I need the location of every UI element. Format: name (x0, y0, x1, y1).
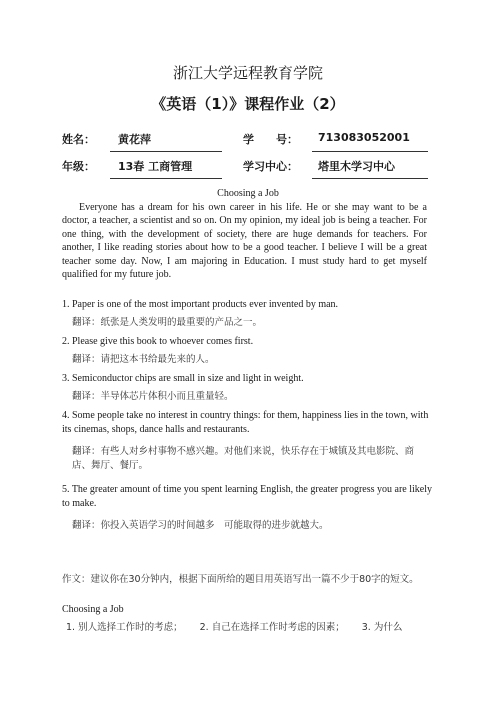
translation-sentence-1: 1. Paper is one of the most important products ever invented by man. (62, 299, 339, 310)
translation-sentence-2: 2. Please give this book to whoever comes first. (62, 336, 254, 347)
composition-outline (66, 619, 416, 633)
center-underline (312, 178, 428, 179)
grade-value: 13春 工商管理 (118, 160, 193, 173)
translation-text: 你投入英语学习的时间越多 可能取得的进步就越大。 (100, 520, 329, 531)
translation-text: 纸张是人类发明的最重要的产品之一。 (100, 317, 263, 328)
name-value: 黄花萍 (118, 133, 151, 146)
grade-underline (110, 178, 222, 179)
translation-sentence-4: 4. Some people take no interest in country things: for them, happiness lies in the town, with its cinemas, shops, dance halls and restaurants. (62, 410, 429, 435)
outline-point-3: 3. 为什么 (361, 622, 403, 633)
translation-label: 翻译： (72, 520, 101, 531)
translation-answer-1 (72, 316, 432, 330)
essay-body: Everyone has a dream for his own career in his life. He or she may want to be a doctor, a teacher, a scientist and so on. On my opinion, my ideal job is being a teacher. For one thing, with the development of society, there are huge demands for teachers. For another, I like reading stories about how to be a good teacher. I believe I will be a great teacher some day. Now, I am majoring in Education. I must study hard to get myself qualified for my future job. (62, 202, 427, 281)
school-name: 浙江大学远程教育学院 (172, 64, 323, 82)
translation-sentence-3: 3. Semiconductor chips are small in size and light in weight. (62, 373, 304, 384)
translation-answer-5 (72, 519, 432, 533)
translation-label: 翻译： (72, 391, 101, 402)
center-value: 塔里木学习中心 (318, 160, 395, 173)
translation-label: 翻译： (72, 446, 101, 457)
id-label: 学 号： (243, 133, 298, 146)
translation-text: 半导体芯片体积小而且重量轻。 (100, 391, 234, 402)
outline-point-1: 1. 别人选择工作时的考虑； (66, 622, 183, 633)
translation-text: 有些人对乡村事物不感兴趣。对他们来说，快乐存在于城镇及其电影院、商店、舞厅、餐厅。 (72, 446, 415, 471)
translation-answer-2 (72, 353, 432, 367)
translation-label: 翻译： (72, 317, 101, 328)
outline-point-2: 2. 自己在选择工作时考虑的因素； (199, 622, 345, 633)
course-title: 《英语（1）》课程作业（2） (151, 95, 345, 113)
essay-title: Choosing a Job (217, 188, 279, 199)
center-label: 学习中心： (243, 160, 298, 173)
translation-text: 请把这本书给最先来的人。 (100, 354, 215, 365)
id-underline (312, 151, 428, 152)
translation-sentence-5: 5. The greater amount of time you spent learning English, the greater progress you are likely to make. (62, 484, 432, 509)
grade-label: 年级： (62, 160, 95, 173)
translation-answer-3 (72, 390, 432, 404)
name-underline (110, 151, 222, 152)
id-value: 713083052001 (318, 131, 410, 144)
name-label: 姓名： (62, 133, 95, 146)
composition-instruction: 作文：建议你在30分钟内，根据下面所给的题目用英语写出一篇不少于80字的短文。 (62, 574, 419, 585)
translation-label: 翻译： (72, 354, 101, 365)
composition-title: Choosing a Job (62, 604, 124, 615)
translation-answer-4 (72, 445, 432, 473)
